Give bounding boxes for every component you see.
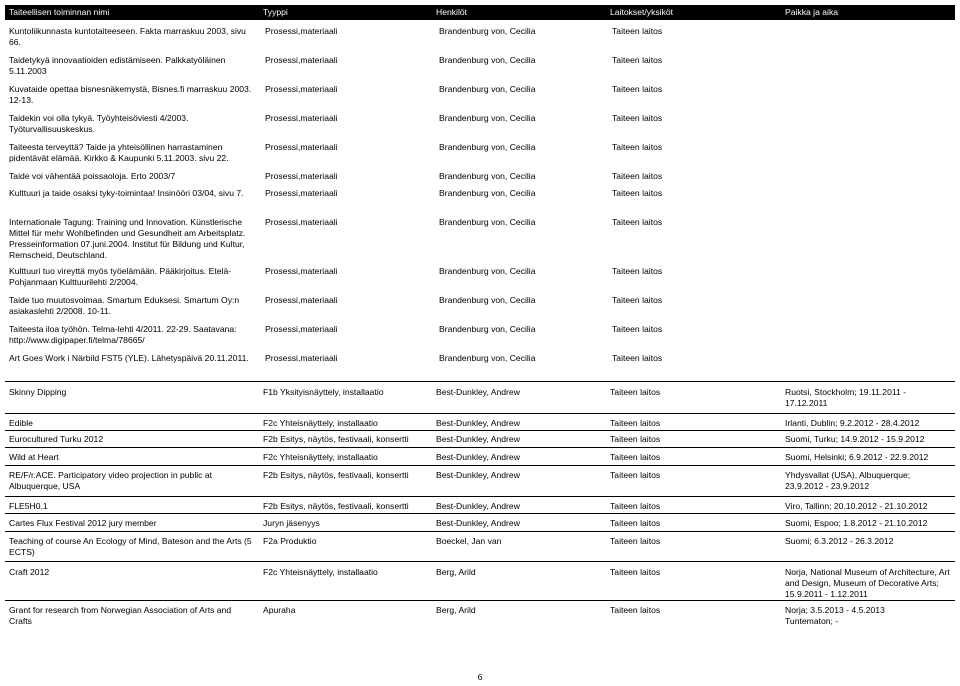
row-place: Suomi; 6.3.2012 - 26.3.2012: [785, 536, 894, 546]
row-type: Juryn jäsenyys: [263, 518, 320, 528]
row-name: Kuntoliikunnasta kuntotaiteeseen. Fakta marraskuu 2003, sivu 66.: [9, 26, 246, 47]
row-name: Art Goes Work i Närbild FST5 (YLE). Lähetyspäivä 20.11.2011.: [9, 353, 249, 363]
row-name: Grant for research from Norwegian Association of Arts and Crafts: [9, 605, 232, 626]
table-header: [5, 5, 955, 20]
row-unit: Taiteen laitos: [610, 501, 661, 511]
row-name: Taidekin voi olla tykyä. Työyhteisöviesti 4/2003. Työturvallisuuskeskus.: [9, 113, 189, 134]
row-type: F2b Esitys, näytös, festivaali, konsertti: [263, 501, 409, 511]
row-unit: Taiteen laitos: [612, 266, 663, 276]
row-person: Best-Dunkley, Andrew: [436, 434, 520, 444]
row-place: Norja; 3.5.2013 - 4.5.2013 Tuntematon; -: [785, 605, 885, 626]
header-name: Taiteellisen toiminnan nimi: [9, 7, 110, 17]
row-unit: Taiteen laitos: [610, 567, 661, 577]
row-unit: Taiteen laitos: [610, 387, 661, 397]
row-name: Edible: [9, 418, 33, 428]
row-unit: Taiteen laitos: [612, 171, 663, 181]
table-row: [5, 496, 955, 511]
row-person: Boeckel, Jan van: [436, 536, 502, 546]
row-name: Taide voi vähentää poissaoloja. Erto 2003/7: [9, 171, 176, 181]
table-row: [5, 531, 955, 557]
row-name: Kulttuuri ja taide osaksi tyky-toimintaa! Insinööri 03/04, sivu 7.: [9, 188, 244, 198]
table-row: [5, 381, 955, 406]
row-person: Best-Dunkley, Andrew: [436, 501, 520, 511]
row-person: Berg, Arild: [436, 605, 476, 615]
row-name: Taidetykyä innovaatioiden edistämiseen. Palkkatyöläinen 5.11.2003: [9, 55, 226, 76]
row-type: Prosessi,materiaali: [265, 295, 338, 305]
row-unit: Taiteen laitos: [612, 295, 663, 305]
table-row: [5, 413, 955, 428]
row-unit: Taiteen laitos: [612, 55, 663, 65]
row-place: Suomi, Turku; 14.9.2012 - 15.9.2012: [785, 434, 925, 444]
row-type: F2c Yhteisnäyttely, installaatio: [263, 452, 378, 462]
row-unit: Taiteen laitos: [612, 113, 663, 123]
row-person: Brandenburg von, Cecilia: [439, 55, 536, 65]
row-person: Brandenburg von, Cecilia: [439, 217, 536, 227]
row-person: Best-Dunkley, Andrew: [436, 518, 520, 528]
row-unit: Taiteen laitos: [610, 536, 661, 546]
row-person: Best-Dunkley, Andrew: [436, 470, 520, 480]
row-type: Prosessi,materiaali: [265, 55, 338, 65]
row-unit: Taiteen laitos: [612, 188, 663, 198]
row-type: F2b Esitys, näytös, festivaali, konsertti: [263, 434, 409, 444]
row-type: Prosessi,materiaali: [265, 188, 338, 198]
row-type: Prosessi,materiaali: [265, 26, 338, 36]
row-name: Internationale Tagung: Training und Innovation. Künstlerische Mittel für mehr Wohlbefinden und Gesundheit am Arbeitsplatz. Presseinformation 07.juni.2004. Institut für Bildung und Kultur, Remscheid, Deutschland.: [9, 217, 246, 260]
row-unit: Taiteen laitos: [610, 470, 661, 480]
row-unit: Taiteen laitos: [610, 605, 661, 615]
row-person: Brandenburg von, Cecilia: [439, 113, 536, 123]
row-person: Brandenburg von, Cecilia: [439, 188, 536, 198]
row-place: Viro, Tallinn; 20.10.2012 - 21.10.2012: [785, 501, 928, 511]
row-person: Best-Dunkley, Andrew: [436, 452, 520, 462]
row-type: Prosessi,materiaali: [265, 171, 338, 181]
row-person: Brandenburg von, Cecilia: [439, 142, 536, 152]
row-place: Norja, National Museum of Architecture, Art and Design, Museum of Decorative Arts; 15.9.2011 - 1.12.2011: [785, 567, 950, 599]
row-person: Brandenburg von, Cecilia: [439, 324, 536, 334]
row-type: F2a Produktio: [263, 536, 317, 546]
row-person: Brandenburg von, Cecilia: [439, 171, 536, 181]
row-type: Prosessi,materiaali: [265, 142, 338, 152]
row-name: Taiteesta terveyttä? Taide ja yhteisöllinen harrastaminen pidentävät elämää. Kirkko & Kaupunki 5.11.2003. sivu 22.: [9, 142, 229, 163]
row-person: Brandenburg von, Cecilia: [439, 353, 536, 363]
row-place: Yhdysvallat (USA), Albuquerque; 23.9.2012 - 23.9.2012: [785, 470, 911, 491]
row-unit: Taiteen laitos: [610, 418, 661, 428]
row-name: Taide tuo muutosvoimaa. Smartum Eduksesi. Smartum Oy:n asiakaslehti 2/2008. 10-11.: [9, 295, 240, 316]
table-row: [5, 447, 955, 462]
row-type: F2c Yhteisnäyttely, installaatio: [263, 418, 378, 428]
table-row: [5, 513, 955, 528]
row-person: Best-Dunkley, Andrew: [436, 418, 520, 428]
table-row: [5, 465, 955, 491]
row-unit: Taiteen laitos: [610, 434, 661, 444]
table-row: [5, 430, 955, 444]
header-persons: Henkilöt: [436, 7, 468, 17]
row-unit: Taiteen laitos: [612, 324, 663, 334]
row-person: Brandenburg von, Cecilia: [439, 26, 536, 36]
row-person: Brandenburg von, Cecilia: [439, 295, 536, 305]
row-type: Prosessi,materiaali: [265, 217, 338, 227]
row-unit: Taiteen laitos: [612, 142, 663, 152]
header-place: Paikka ja aika: [785, 7, 839, 17]
row-unit: Taiteen laitos: [610, 452, 661, 462]
row-type: Prosessi,materiaali: [265, 266, 338, 276]
row-name: Eurocultured Turku 2012: [9, 434, 104, 444]
row-type: Prosessi,materiaali: [265, 353, 338, 363]
table-row: [5, 600, 955, 626]
row-name: Kuvataide opettaa bisnesnäkemystä, Bisnes.fi marraskuu 2003. 12-13.: [9, 84, 252, 105]
row-name: Wild at Heart: [9, 452, 59, 462]
row-name: Taiteesta iloa työhön. Telma-lehti 4/2011. 22-29. Saatavana: http://www.digipaper.fi/telma/78665/: [9, 324, 237, 345]
row-name: Skinny Dipping: [9, 387, 67, 397]
row-unit: Taiteen laitos: [612, 26, 663, 36]
table-row: [5, 561, 955, 599]
row-type: F1b Yksityisnäyttely, installaatio: [263, 387, 384, 397]
row-place: Ruotsi, Stockholm; 19.11.2011 - 17.12.2011: [785, 387, 907, 408]
header-type: Tyyppi: [263, 7, 288, 17]
row-place: Suomi, Espoo; 1.8.2012 - 21.10.2012: [785, 518, 928, 528]
row-name: Cartes Flux Festival 2012 jury member: [9, 518, 157, 528]
page-number: 6: [477, 672, 483, 682]
row-person: Brandenburg von, Cecilia: [439, 84, 536, 94]
row-person: Berg, Arild: [436, 567, 476, 577]
row-type: Prosessi,materiaali: [265, 324, 338, 334]
row-unit: Taiteen laitos: [612, 353, 663, 363]
row-name: Teaching of course An Ecology of Mind, Bateson and the Arts (5 ECTS): [9, 536, 252, 557]
row-place: Irlanti, Dublin; 9.2.2012 - 28.4.2012: [785, 418, 920, 428]
row-type: Apuraha: [263, 605, 296, 615]
row-person: Best-Dunkley, Andrew: [436, 387, 520, 397]
header-units: Laitokset/yksiköt: [610, 7, 674, 17]
row-type: F2b Esitys, näytös, festivaali, konsertti: [263, 470, 409, 480]
row-name: FLE5H0.1: [9, 501, 48, 511]
row-type: Prosessi,materiaali: [265, 113, 338, 123]
row-unit: Taiteen laitos: [610, 518, 661, 528]
row-unit: Taiteen laitos: [612, 217, 663, 227]
row-unit: Taiteen laitos: [612, 84, 663, 94]
row-place: Suomi, Helsinki; 6.9.2012 - 22.9.2012: [785, 452, 929, 462]
row-type: Prosessi,materiaali: [265, 84, 338, 94]
row-type: F2c Yhteisnäyttely, installaatio: [263, 567, 378, 577]
row-name: Craft 2012: [9, 567, 50, 577]
row-name: Kulttuuri tuo vireyttä myös työelämään. Pääkirjoitus. Etelä-Pohjanmaan Kulttuurilehti 2/2004.: [9, 266, 232, 287]
row-person: Brandenburg von, Cecilia: [439, 266, 536, 276]
row-name: RE/F/r.ACE. Participatory video projection in public at Albuquerque, USA: [9, 470, 212, 491]
